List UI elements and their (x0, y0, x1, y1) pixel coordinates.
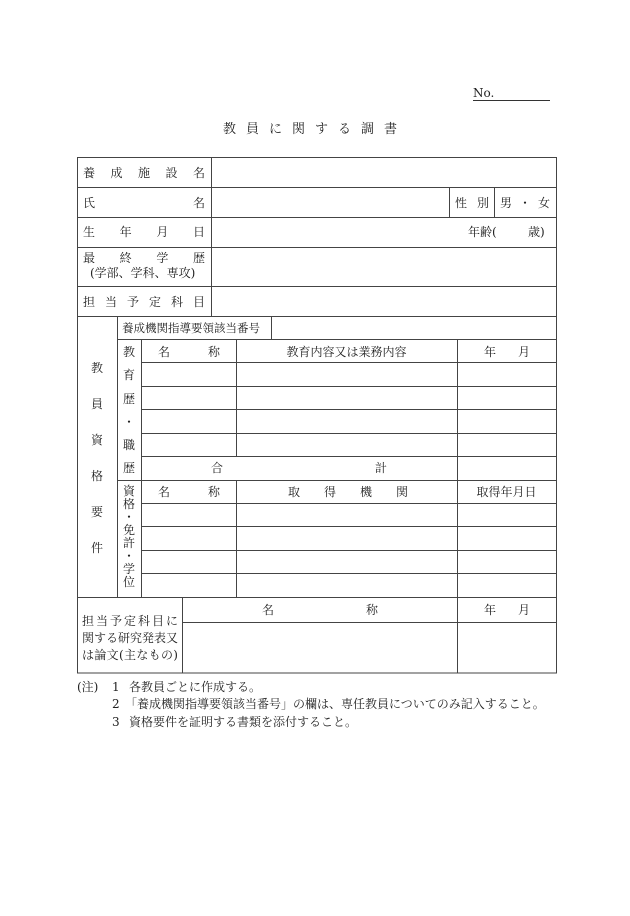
birth-date-label: 生年月日 (83, 225, 205, 239)
license-name-header: 名称 (158, 485, 220, 499)
facility-name-label: 養成施設名 (83, 166, 205, 180)
career-year-month-header: 年月 (484, 345, 530, 359)
age-open: 年齢( (468, 225, 497, 239)
char: 資 (122, 484, 135, 498)
career-content-header: 教育内容又は業務内容 (286, 345, 407, 359)
note-number: 3 (112, 715, 120, 729)
education-sublabel: (学部、学科、専攻) (90, 266, 196, 280)
guideline-number-label: 養成機関指導要領該当番号 (122, 321, 260, 335)
char: 教 (90, 361, 103, 375)
license-institution-header: 取得機関 (288, 485, 408, 499)
research-year-month-header: 年月 (484, 603, 530, 617)
char: 要 (90, 505, 103, 519)
char: 職 (122, 438, 135, 452)
name-label-right: 名 (193, 196, 206, 210)
name-label-left: 氏 (83, 196, 96, 210)
sex-options[interactable]: 男・女 (500, 196, 550, 210)
sex-label: 性別 (455, 196, 489, 210)
char: 免 (122, 523, 135, 537)
char: 育 (122, 368, 135, 382)
char: 教 (122, 345, 135, 359)
note-number: 1 (112, 680, 120, 694)
research-name-header: 名称 (262, 603, 378, 617)
line: は論文(主なもの) (82, 648, 178, 662)
note-number: 2 (112, 697, 120, 711)
char: 資 (90, 433, 103, 447)
line: 担当予定科目に (82, 614, 178, 628)
char: 歴 (122, 392, 135, 406)
career-name-header: 名称 (158, 345, 220, 359)
char: 格 (122, 497, 135, 511)
char: 学 (122, 562, 135, 576)
note-text: 「養成機関指導要領該当番号」の欄は、専任教員についてのみ記入すること。 (125, 697, 545, 711)
license-date-header: 取得年月日 (476, 485, 537, 499)
char: 位 (122, 575, 135, 589)
char: ・ (122, 549, 135, 563)
char: 歴 (122, 461, 135, 475)
total-label: 合計 (211, 461, 387, 475)
education-label: 最終学歴 (83, 251, 205, 265)
line: 関する研究発表又 (82, 631, 179, 645)
char: 格 (90, 469, 103, 483)
char: ・ (122, 510, 135, 524)
note-text: 各教員ごとに作成する。 (129, 680, 262, 694)
notes-prefix: (注) (77, 680, 99, 694)
char: 員 (90, 397, 103, 411)
age-close: 歳) (528, 225, 545, 239)
page-title: 教員に関する調書 (222, 122, 407, 137)
char: ・ (122, 415, 135, 429)
subjects-label: 担当予定科目 (83, 295, 205, 309)
no-label: No. (473, 86, 495, 100)
note-text: 資格要件を証明する書類を添付すること。 (129, 715, 358, 729)
char: 件 (90, 541, 103, 555)
char: 許 (122, 536, 135, 550)
